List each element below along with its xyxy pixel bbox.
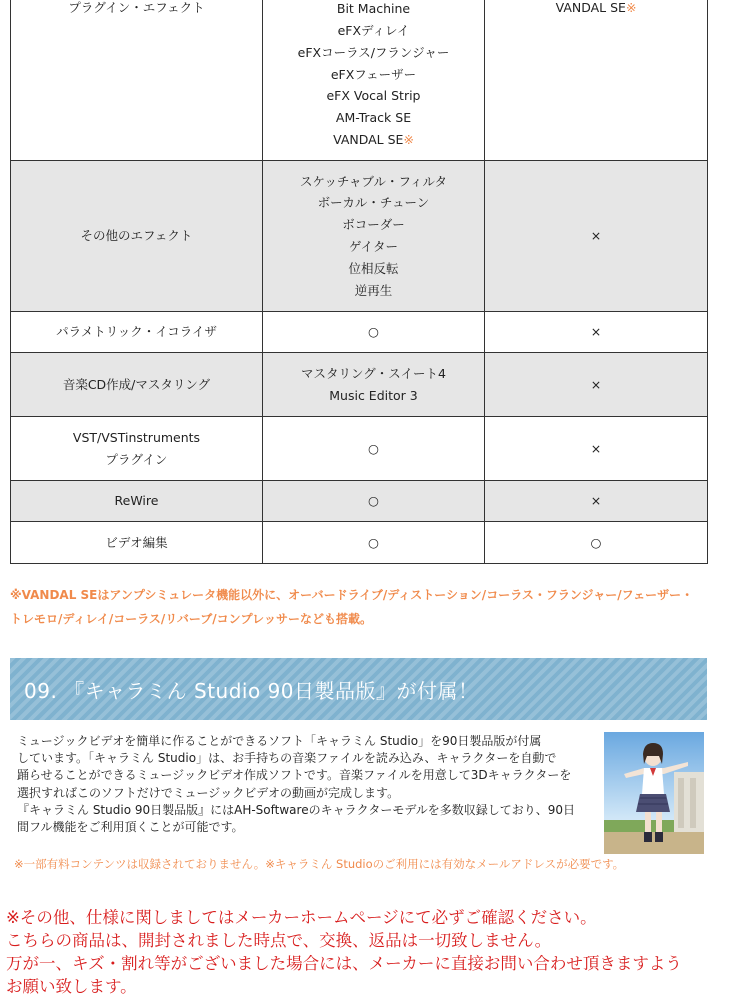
value-cell bbox=[485, 522, 708, 564]
effect-item: ボコーダー bbox=[342, 217, 405, 233]
value-with-note bbox=[485, 0, 707, 19]
feature-cell bbox=[11, 0, 263, 161]
feature-cell bbox=[11, 353, 263, 417]
value-cell bbox=[485, 417, 708, 481]
value-cell bbox=[263, 522, 485, 564]
description-line: ミュージックビデオを簡単に作ることができるソフト「キャラミん Studio」を90日製品版が付属 bbox=[17, 734, 542, 748]
value-cell bbox=[485, 481, 708, 522]
character-thumbnail bbox=[604, 732, 704, 854]
effect-item: 逆再生 bbox=[354, 282, 393, 298]
value-text: ○ bbox=[368, 534, 379, 550]
table-row bbox=[11, 481, 708, 522]
value-cell bbox=[263, 417, 485, 481]
description-line: 選択すればこのソフトだけでミュージックビデオの動画が完成します。 bbox=[17, 785, 400, 800]
value-cell bbox=[485, 353, 708, 417]
feature-label: プラグイン・エフェクト bbox=[68, 0, 205, 15]
section-banner bbox=[10, 658, 707, 720]
description-line: 間フル機能をご利用頂くことが可能です。 bbox=[17, 820, 244, 835]
effect-item: AM-Track SE bbox=[335, 110, 412, 126]
value-text: ○ bbox=[368, 324, 379, 340]
purchase-warning bbox=[6, 906, 726, 998]
description-line: しています。「キャラミん Studio」は、お手持ちの音楽ファイルを読み込み、キャラクターを自動で bbox=[17, 751, 557, 766]
feature-cell bbox=[11, 417, 263, 481]
feature-cell bbox=[11, 312, 263, 353]
description-line: 踊らせることができるミュージックビデオ作成ソフトです。音楽ファイルを用意して3Dキャラクターを bbox=[17, 768, 572, 783]
note-mark: ※ bbox=[403, 131, 414, 147]
section-footnote: ※一部有料コンテンツは収録されておりません。※キャラミん Studioのご利用には有効なメールアドレスが必要です。 bbox=[14, 857, 625, 871]
feature-label: ReWire bbox=[114, 493, 159, 509]
value-cell bbox=[263, 353, 485, 417]
feature-label: その他のエフェクト bbox=[80, 228, 193, 244]
value-cell bbox=[485, 161, 708, 312]
value-text: × bbox=[590, 324, 602, 340]
effect-item: スケッチャブル・フィルタ bbox=[299, 173, 447, 189]
feature-cell bbox=[11, 481, 263, 522]
value-text: × bbox=[590, 440, 602, 456]
value-cell bbox=[485, 0, 708, 161]
effect-item: ゲイター bbox=[348, 239, 399, 254]
value-text: Music Editor 3 bbox=[329, 387, 418, 403]
feature-label: パラメトリック・イコライザ bbox=[56, 324, 217, 340]
section-title: 09. 『キャラミん Studio 90日製品版』が付属！ bbox=[24, 679, 479, 703]
value-text: ○ bbox=[590, 534, 602, 550]
value-text: マスタリング・スイート4 bbox=[301, 365, 446, 381]
value-text: × bbox=[590, 493, 602, 509]
vandal-note-line: トレモロ/ディレイ/コーラス/リバーブ/コンプレッサーなども搭載。 bbox=[10, 612, 373, 626]
warning-line: ※その他、仕様に関しましてはメーカーホームページにて必ずご確認ください。 bbox=[6, 908, 597, 927]
table-row bbox=[11, 417, 708, 481]
warning-line: 万が一、キズ・割れ等がございました場合には、メーカーに直接お問い合わせ頂きますよう bbox=[6, 954, 682, 973]
feature-cell bbox=[11, 522, 263, 564]
table-row bbox=[11, 353, 708, 417]
feature-label: プラグイン bbox=[105, 451, 168, 467]
table-row bbox=[11, 0, 708, 161]
value-text: ○ bbox=[368, 440, 379, 456]
effect-item: eFXディレイ bbox=[337, 23, 410, 38]
value-text: VANDAL SE bbox=[555, 0, 626, 15]
vandal-note-line: ※VANDAL SEはアンプシミュレータ機能以外に、オーバードライブ/ディストーション/コーラス・フランジャー/フェーザー・ bbox=[10, 588, 694, 602]
feature-cell bbox=[11, 161, 263, 312]
warning-line: こちらの商品は、開封されました時点で、交換、返品は一切致しません。 bbox=[6, 931, 552, 950]
value-text: × bbox=[590, 228, 602, 244]
effect-item: eFXコーラス/フランジャー bbox=[297, 44, 450, 60]
effect-item: VANDAL SE bbox=[333, 131, 404, 147]
value-cell bbox=[263, 161, 485, 312]
feature-label: VST/VSTinstruments bbox=[72, 429, 201, 445]
effect-item: eFXフェーザー bbox=[330, 66, 417, 82]
spec-comparison-table bbox=[10, 0, 708, 564]
feature-label: 音楽CD作成/マスタリング bbox=[62, 376, 211, 392]
warning-line: お願い致します。 bbox=[6, 977, 137, 996]
table-row bbox=[11, 161, 708, 312]
effect-item-with-note bbox=[263, 129, 484, 151]
description-line: 『キャラミん Studio 90日製品版』にはAH-Softwareのキャラクターモデルを多数収録しており、90日 bbox=[17, 802, 576, 817]
value-cell bbox=[263, 0, 485, 161]
vandal-note bbox=[10, 583, 710, 631]
note-mark: ※ bbox=[625, 0, 637, 15]
effect-item: ボーカル・チューン bbox=[317, 195, 430, 211]
value-cell bbox=[263, 481, 485, 522]
feature-label: ビデオ編集 bbox=[105, 534, 168, 550]
table-row bbox=[11, 312, 708, 353]
value-text: ○ bbox=[368, 493, 379, 509]
character-illustration bbox=[604, 732, 704, 854]
effect-item: Bit Machine bbox=[336, 1, 411, 17]
section-description bbox=[17, 733, 592, 836]
value-cell bbox=[263, 312, 485, 353]
table-row bbox=[11, 522, 708, 564]
effect-item: eFX Vocal Strip bbox=[326, 88, 421, 104]
value-text: × bbox=[590, 376, 602, 392]
effect-item: 位相反転 bbox=[348, 260, 399, 276]
value-cell bbox=[485, 312, 708, 353]
